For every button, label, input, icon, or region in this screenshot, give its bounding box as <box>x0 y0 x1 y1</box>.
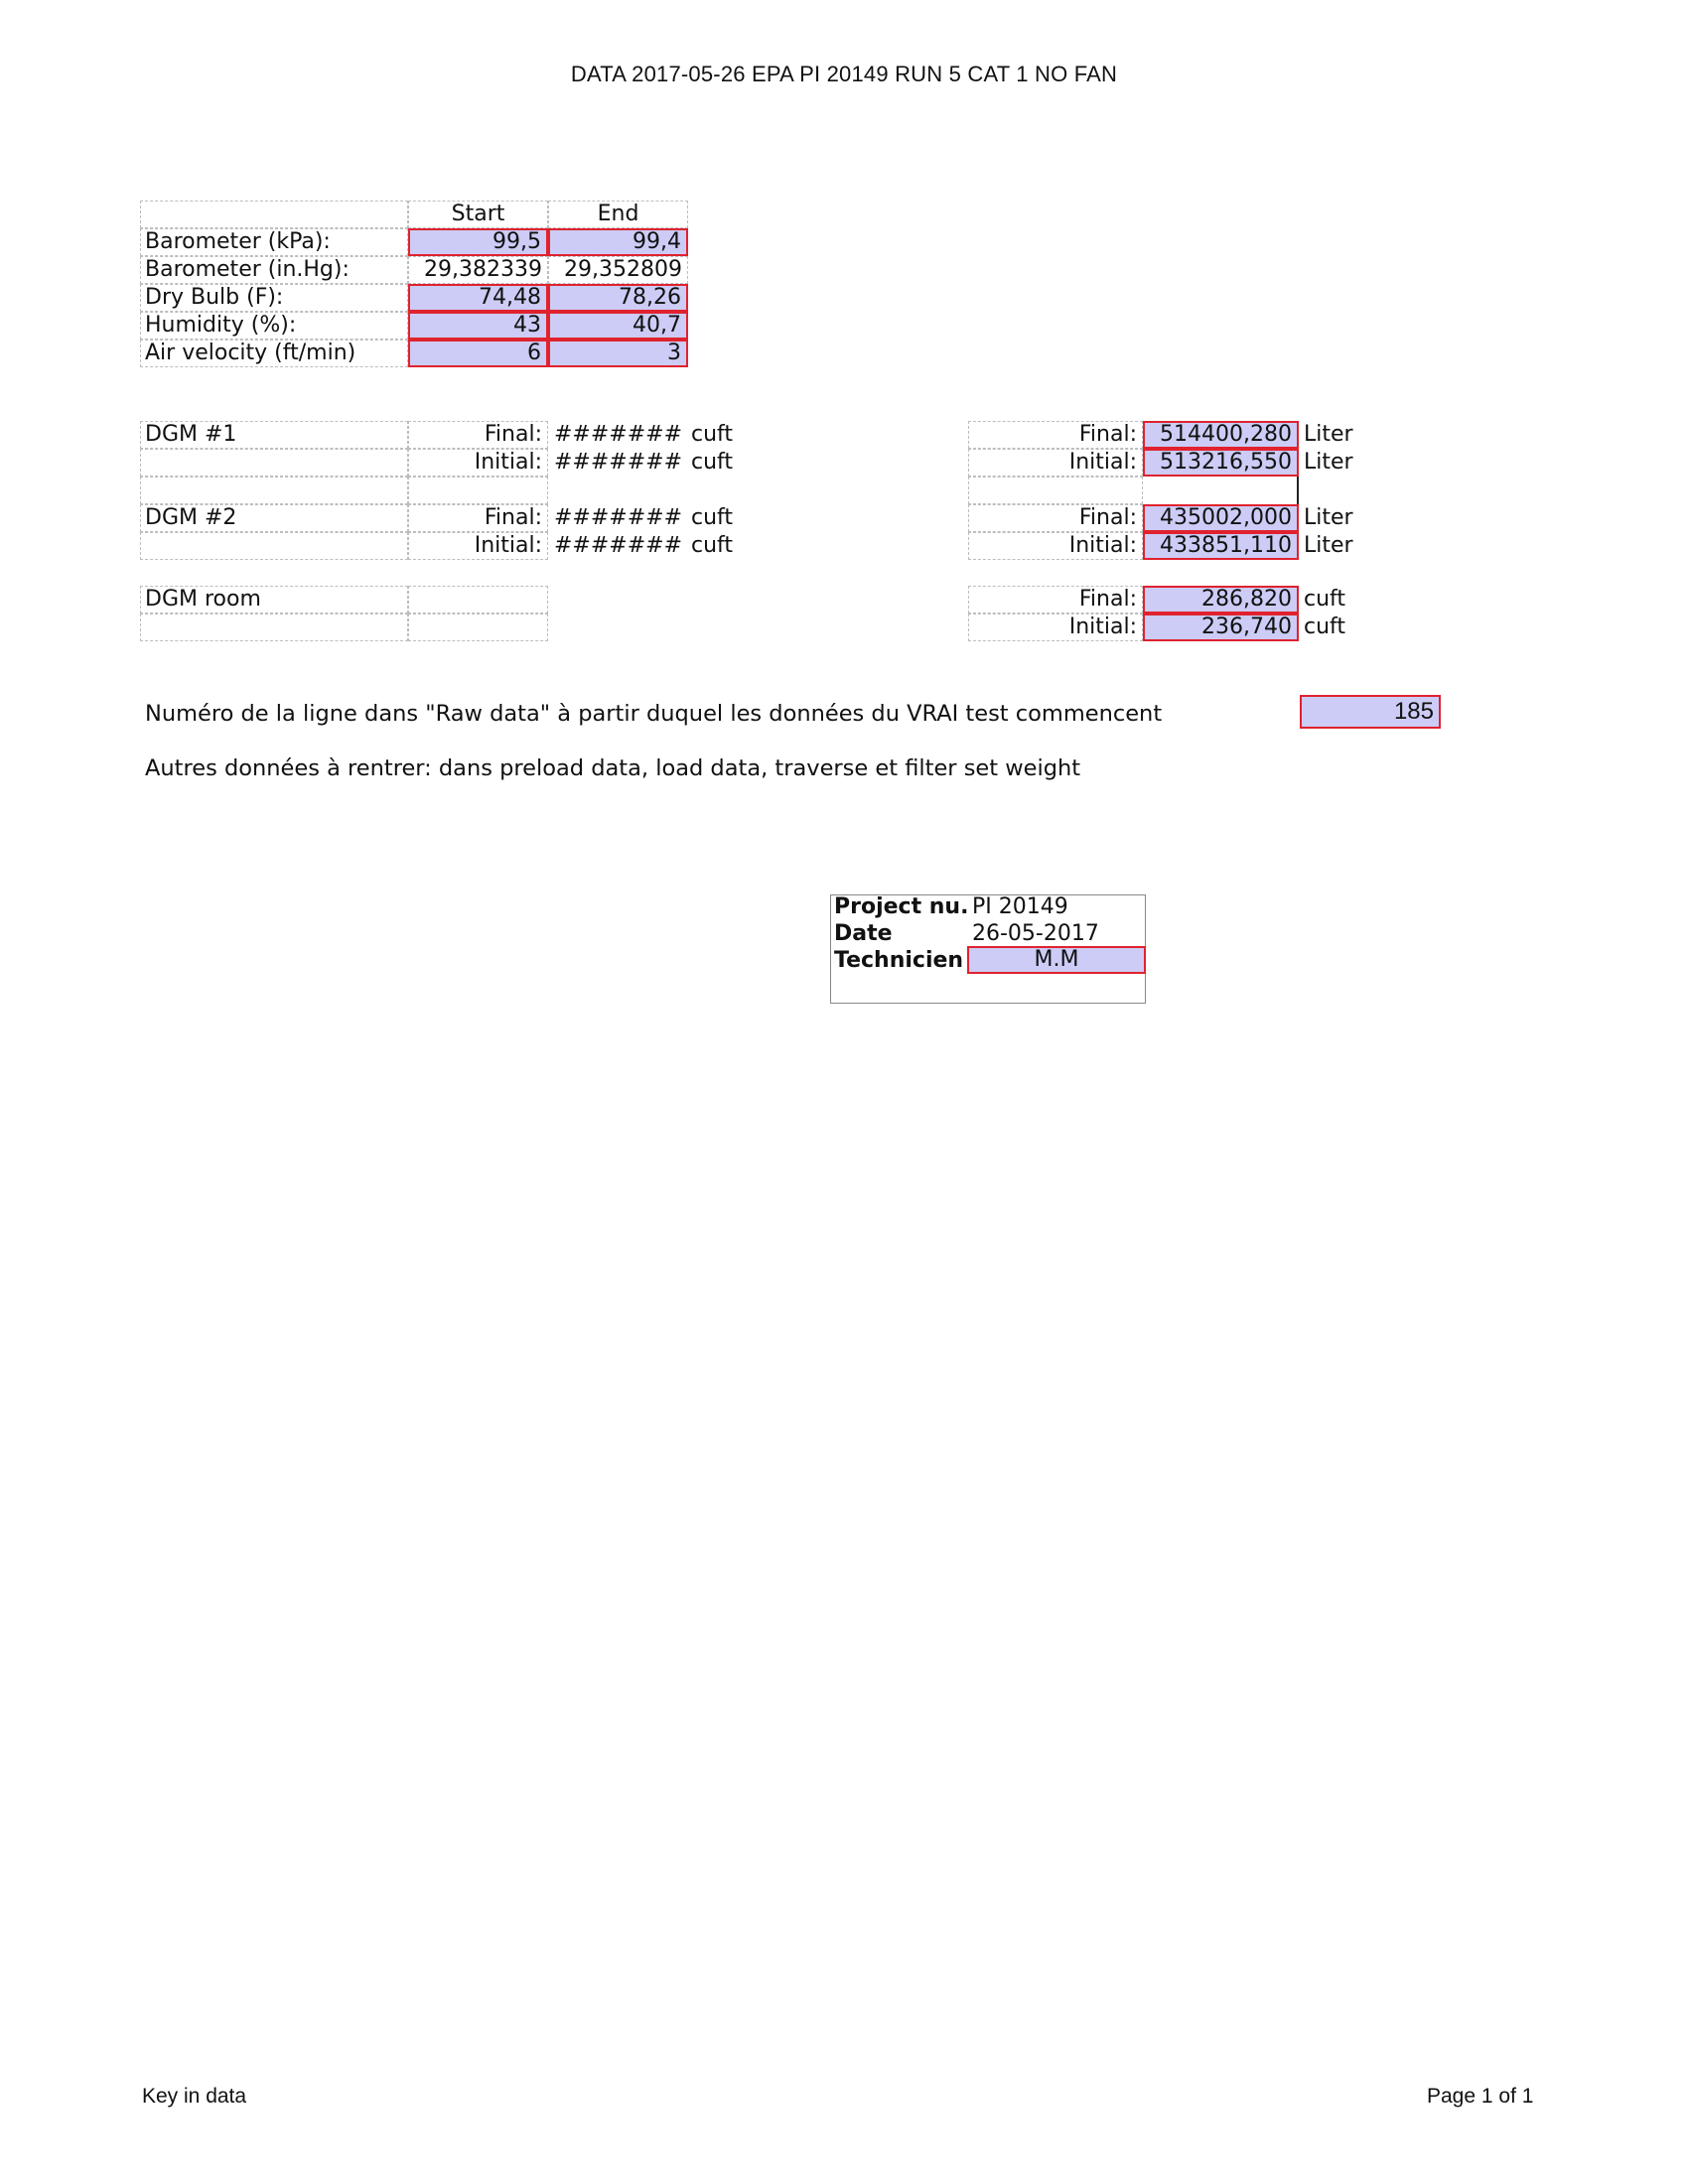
dgm1-initial-label: Initial: <box>408 449 548 477</box>
room-final-cuft-input[interactable]: 286,820 <box>1143 586 1299 614</box>
dgm1-final-cuft-unit: cuft <box>691 422 734 447</box>
dry-bulb-label: Dry Bulb (F): <box>140 284 408 312</box>
dgm2-final-liter-label: Final: <box>968 504 1143 532</box>
dgm1-final-label: Final: <box>408 421 548 449</box>
dry-bulb-end-input[interactable]: 78,26 <box>548 284 688 312</box>
barometer-inhg-end: 29,352809 <box>548 256 688 284</box>
col-start-header: Start <box>408 201 548 228</box>
barometer-kpa-end-input[interactable]: 99,4 <box>548 228 688 256</box>
dgm2-initial-liter-label: Initial: <box>968 532 1143 560</box>
barometer-inhg-label: Barometer (in.Hg): <box>140 256 408 284</box>
footer-page-number: Page 1 of 1 <box>1427 2085 1534 2108</box>
dgm2-initial-cuft-value: ####### <box>554 533 683 558</box>
room-initial-cuft-input[interactable]: 236,740 <box>1143 614 1299 641</box>
dgm2-final-cuft-value: ####### <box>554 505 683 530</box>
room-final-label: Final: <box>968 586 1143 614</box>
spacer-border-line <box>1297 477 1299 504</box>
date-label: Date <box>834 921 893 946</box>
dgm2-label: DGM #2 <box>140 504 408 532</box>
project-number-value: PI 20149 <box>972 894 1068 919</box>
dgm1-blank <box>140 449 408 477</box>
footer-key-in-data: Key in data <box>142 2085 247 2108</box>
project-number-label: Project nu. <box>834 894 969 919</box>
dgm-room-label: DGM room <box>140 586 408 614</box>
col-end-header: End <box>548 201 688 228</box>
dgm-right-spacer <box>968 477 1143 504</box>
dgm2-blank <box>140 532 408 560</box>
humidity-label: Humidity (%): <box>140 312 408 340</box>
dgm2-final-liter-input[interactable]: 435002,000 <box>1143 504 1299 532</box>
barometer-kpa-label: Barometer (kPa): <box>140 228 408 256</box>
dgm2-final-label: Final: <box>408 504 548 532</box>
technician-label: Technicien <box>834 948 964 973</box>
dgm1-initial-liter-input[interactable]: 513216,550 <box>1143 449 1299 477</box>
dgm1-label: DGM #1 <box>140 421 408 449</box>
dry-bulb-start-input[interactable]: 74,48 <box>408 284 548 312</box>
dgm1-initial-liter-label: Initial: <box>968 449 1143 477</box>
dgm-room-blank-1 <box>408 586 548 614</box>
other-data-instruction: Autres données à rentrer: dans preload data, load data, traverse et filter set weight <box>145 755 1081 781</box>
line-number-input[interactable]: 185 <box>1300 695 1441 729</box>
dgm2-initial-liter-input[interactable]: 433851,110 <box>1143 532 1299 560</box>
dgm2-initial-liter-unit: Liter <box>1304 533 1353 558</box>
air-velocity-start-input[interactable]: 6 <box>408 340 548 367</box>
dgm1-initial-liter-unit: Liter <box>1304 450 1353 475</box>
humidity-end-input[interactable]: 40,7 <box>548 312 688 340</box>
room-initial-cuft-unit: cuft <box>1304 614 1346 639</box>
line-number-instruction: Numéro de la ligne dans "Raw data" à partir duquel les données du VRAI test commencent <box>145 701 1163 727</box>
dgm1-final-liter-label: Final: <box>968 421 1143 449</box>
env-header-blank <box>140 201 408 228</box>
barometer-inhg-start: 29,382339 <box>408 256 548 284</box>
dgm1-initial-cuft-value: ####### <box>554 450 683 475</box>
air-velocity-label: Air velocity (ft/min) <box>140 340 408 367</box>
dgm1-final-liter-unit: Liter <box>1304 422 1353 447</box>
dgm-room-blank-2 <box>140 614 408 641</box>
humidity-start-input[interactable]: 43 <box>408 312 548 340</box>
dgm2-final-liter-unit: Liter <box>1304 505 1353 530</box>
dgm-spacer-mid <box>408 477 548 504</box>
dgm-spacer-left <box>140 477 408 504</box>
dgm-room-blank-3 <box>408 614 548 641</box>
page-title: DATA 2017-05-26 EPA PI 20149 RUN 5 CAT 1 NO FAN <box>570 62 1118 86</box>
dgm2-initial-cuft-unit: cuft <box>691 533 734 558</box>
dgm2-initial-label: Initial: <box>408 532 548 560</box>
room-final-cuft-unit: cuft <box>1304 587 1346 612</box>
dgm1-final-liter-input[interactable]: 514400,280 <box>1143 421 1299 449</box>
dgm1-final-cuft-value: ####### <box>554 422 683 447</box>
date-value: 26-05-2017 <box>972 921 1099 946</box>
barometer-kpa-start-input[interactable]: 99,5 <box>408 228 548 256</box>
room-initial-label: Initial: <box>968 614 1143 641</box>
air-velocity-end-input[interactable]: 3 <box>548 340 688 367</box>
dgm1-initial-cuft-unit: cuft <box>691 450 734 475</box>
technician-input[interactable]: M.M <box>967 946 1146 974</box>
dgm2-final-cuft-unit: cuft <box>691 505 734 530</box>
